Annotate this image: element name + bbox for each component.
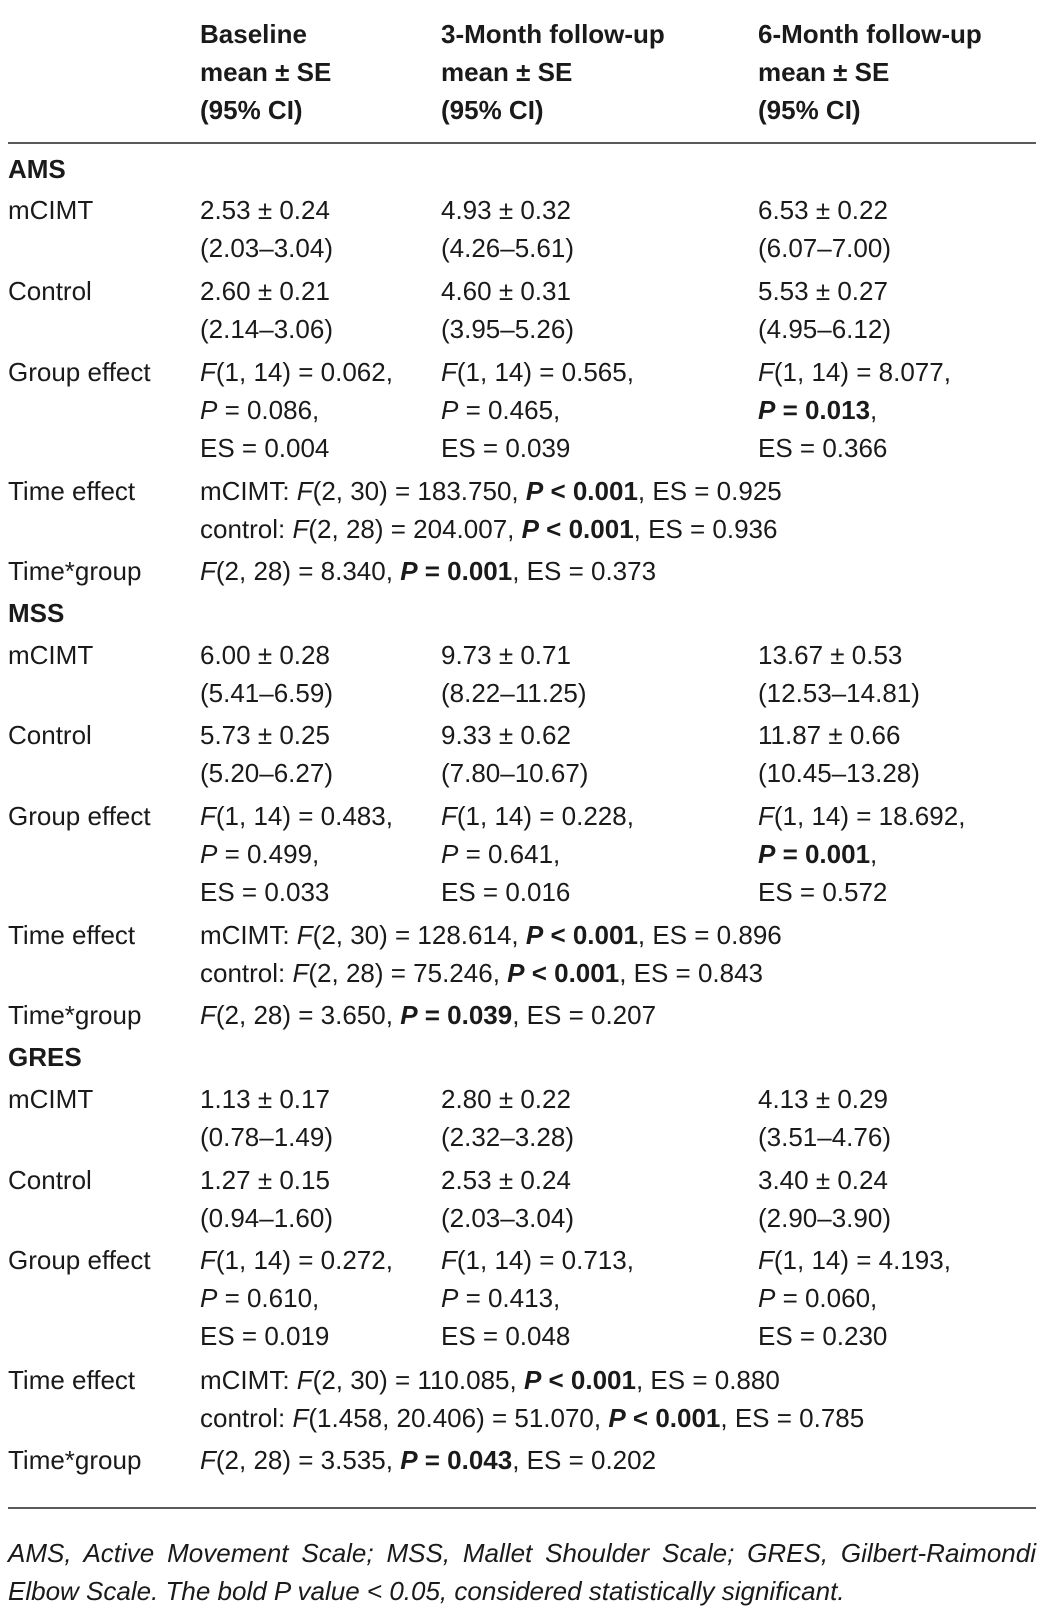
row-label-mcimt: mCIMT xyxy=(8,1084,94,1114)
ams-time-group: F(2, 28) = 8.340, P = 0.001, ES = 0.373 xyxy=(200,556,657,586)
gres-group-baseline: F(1, 14) = 0.272, P = 0.610, ES = 0.019 xyxy=(200,1245,393,1351)
row-label-time-group: Time*group xyxy=(8,1000,142,1030)
gres-control-baseline: 1.27 ± 0.15 (0.94–1.60) xyxy=(200,1165,333,1233)
table-bottom-rule xyxy=(8,1507,1036,1509)
gres-time-effect: mCIMT: F(2, 30) = 110.085, P < 0.001, ES = 0.880 control: F(1.458, 20.406) = 51.070, P < 0.001, ES = 0.785 xyxy=(200,1365,865,1433)
gres-time-group: F(2, 28) = 3.535, P = 0.043, ES = 0.202 xyxy=(200,1445,657,1475)
ams-control-baseline: 2.60 ± 0.21 (2.14–3.06) xyxy=(200,276,333,344)
mss-control-6m: 11.87 ± 0.66 (10.45–13.28) xyxy=(758,720,920,788)
row-label-mcimt: mCIMT xyxy=(8,640,94,670)
ams-group-baseline: F(1, 14) = 0.062, P = 0.086, ES = 0.004 xyxy=(200,357,393,463)
mss-group-6m: F(1, 14) = 18.692, P = 0.001, ES = 0.572 xyxy=(758,801,966,907)
group-title-mss: MSS xyxy=(8,598,65,628)
mss-time-effect: mCIMT: F(2, 30) = 128.614, P < 0.001, ES = 0.896 control: F(2, 28) = 75.246, P < 0.001, ES = 0.843 xyxy=(200,920,782,988)
gres-control-3m: 2.53 ± 0.24 (2.03–3.04) xyxy=(441,1165,574,1233)
row-label-group-effect: Group effect xyxy=(8,801,151,831)
row-label-time-effect: Time effect xyxy=(8,1365,136,1395)
header-rule xyxy=(8,142,1036,144)
row-label-control: Control xyxy=(8,276,92,306)
ams-group-3m: F(1, 14) = 0.565, P = 0.465, ES = 0.039 xyxy=(441,357,634,463)
ams-mcimt-3m: 4.93 ± 0.32 (4.26–5.61) xyxy=(441,195,574,263)
table-footnote: AMS, Active Movement Scale; MSS, Mallet Shoulder Scale; GRES, Gilbert-Raimondi Elbow Scale. The bold P value < 0.05, considered statistically significant. xyxy=(8,1538,1036,1606)
mss-mcimt-3m: 9.73 ± 0.71 (8.22–11.25) xyxy=(441,640,587,708)
mss-mcimt-6m: 13.67 ± 0.53 (12.53–14.81) xyxy=(758,640,920,708)
mss-control-3m: 9.33 ± 0.62 (7.80–10.67) xyxy=(441,720,589,788)
header-6-month: 6-Month follow-up mean ± SE (95% CI) xyxy=(758,19,982,125)
ams-group-6m: F(1, 14) = 8.077, P = 0.013, ES = 0.366 xyxy=(758,357,951,463)
group-title-ams: AMS xyxy=(8,154,66,184)
ams-mcimt-baseline: 2.53 ± 0.24 (2.03–3.04) xyxy=(200,195,333,263)
row-label-control: Control xyxy=(8,720,92,750)
row-label-mcimt: mCIMT xyxy=(8,195,94,225)
mss-group-3m: F(1, 14) = 0.228, P = 0.641, ES = 0.016 xyxy=(441,801,634,907)
ams-control-3m: 4.60 ± 0.31 (3.95–5.26) xyxy=(441,276,574,344)
gres-mcimt-3m: 2.80 ± 0.22 (2.32–3.28) xyxy=(441,1084,574,1152)
ams-control-6m: 5.53 ± 0.27 (4.95–6.12) xyxy=(758,276,891,344)
header-3-month: 3-Month follow-up mean ± SE (95% CI) xyxy=(441,19,665,125)
mss-time-group: F(2, 28) = 3.650, P = 0.039, ES = 0.207 xyxy=(200,1000,657,1030)
row-label-group-effect: Group effect xyxy=(8,1245,151,1275)
row-label-time-effect: Time effect xyxy=(8,920,136,950)
gres-group-6m: F(1, 14) = 4.193, P = 0.060, ES = 0.230 xyxy=(758,1245,951,1351)
mss-group-baseline: F(1, 14) = 0.483, P = 0.499, ES = 0.033 xyxy=(200,801,393,907)
gres-mcimt-baseline: 1.13 ± 0.17 (0.78–1.49) xyxy=(200,1084,333,1152)
ams-time-effect: mCIMT: F(2, 30) = 183.750, P < 0.001, ES = 0.925 control: F(2, 28) = 204.007, P < 0.001, ES = 0.936 xyxy=(200,476,782,544)
gres-control-6m: 3.40 ± 0.24 (2.90–3.90) xyxy=(758,1165,891,1233)
ams-mcimt-6m: 6.53 ± 0.22 (6.07–7.00) xyxy=(758,195,891,263)
header-baseline: Baseline mean ± SE (95% CI) xyxy=(200,19,332,125)
row-label-control: Control xyxy=(8,1165,92,1195)
group-title-gres: GRES xyxy=(8,1042,82,1072)
row-label-group-effect: Group effect xyxy=(8,357,151,387)
row-label-time-effect: Time effect xyxy=(8,476,136,506)
row-label-time-group: Time*group xyxy=(8,556,142,586)
mss-mcimt-baseline: 6.00 ± 0.28 (5.41–6.59) xyxy=(200,640,333,708)
mss-control-baseline: 5.73 ± 0.25 (5.20–6.27) xyxy=(200,720,333,788)
row-label-time-group: Time*group xyxy=(8,1445,142,1475)
gres-mcimt-6m: 4.13 ± 0.29 (3.51–4.76) xyxy=(758,1084,891,1152)
gres-group-3m: F(1, 14) = 0.713, P = 0.413, ES = 0.048 xyxy=(441,1245,634,1351)
